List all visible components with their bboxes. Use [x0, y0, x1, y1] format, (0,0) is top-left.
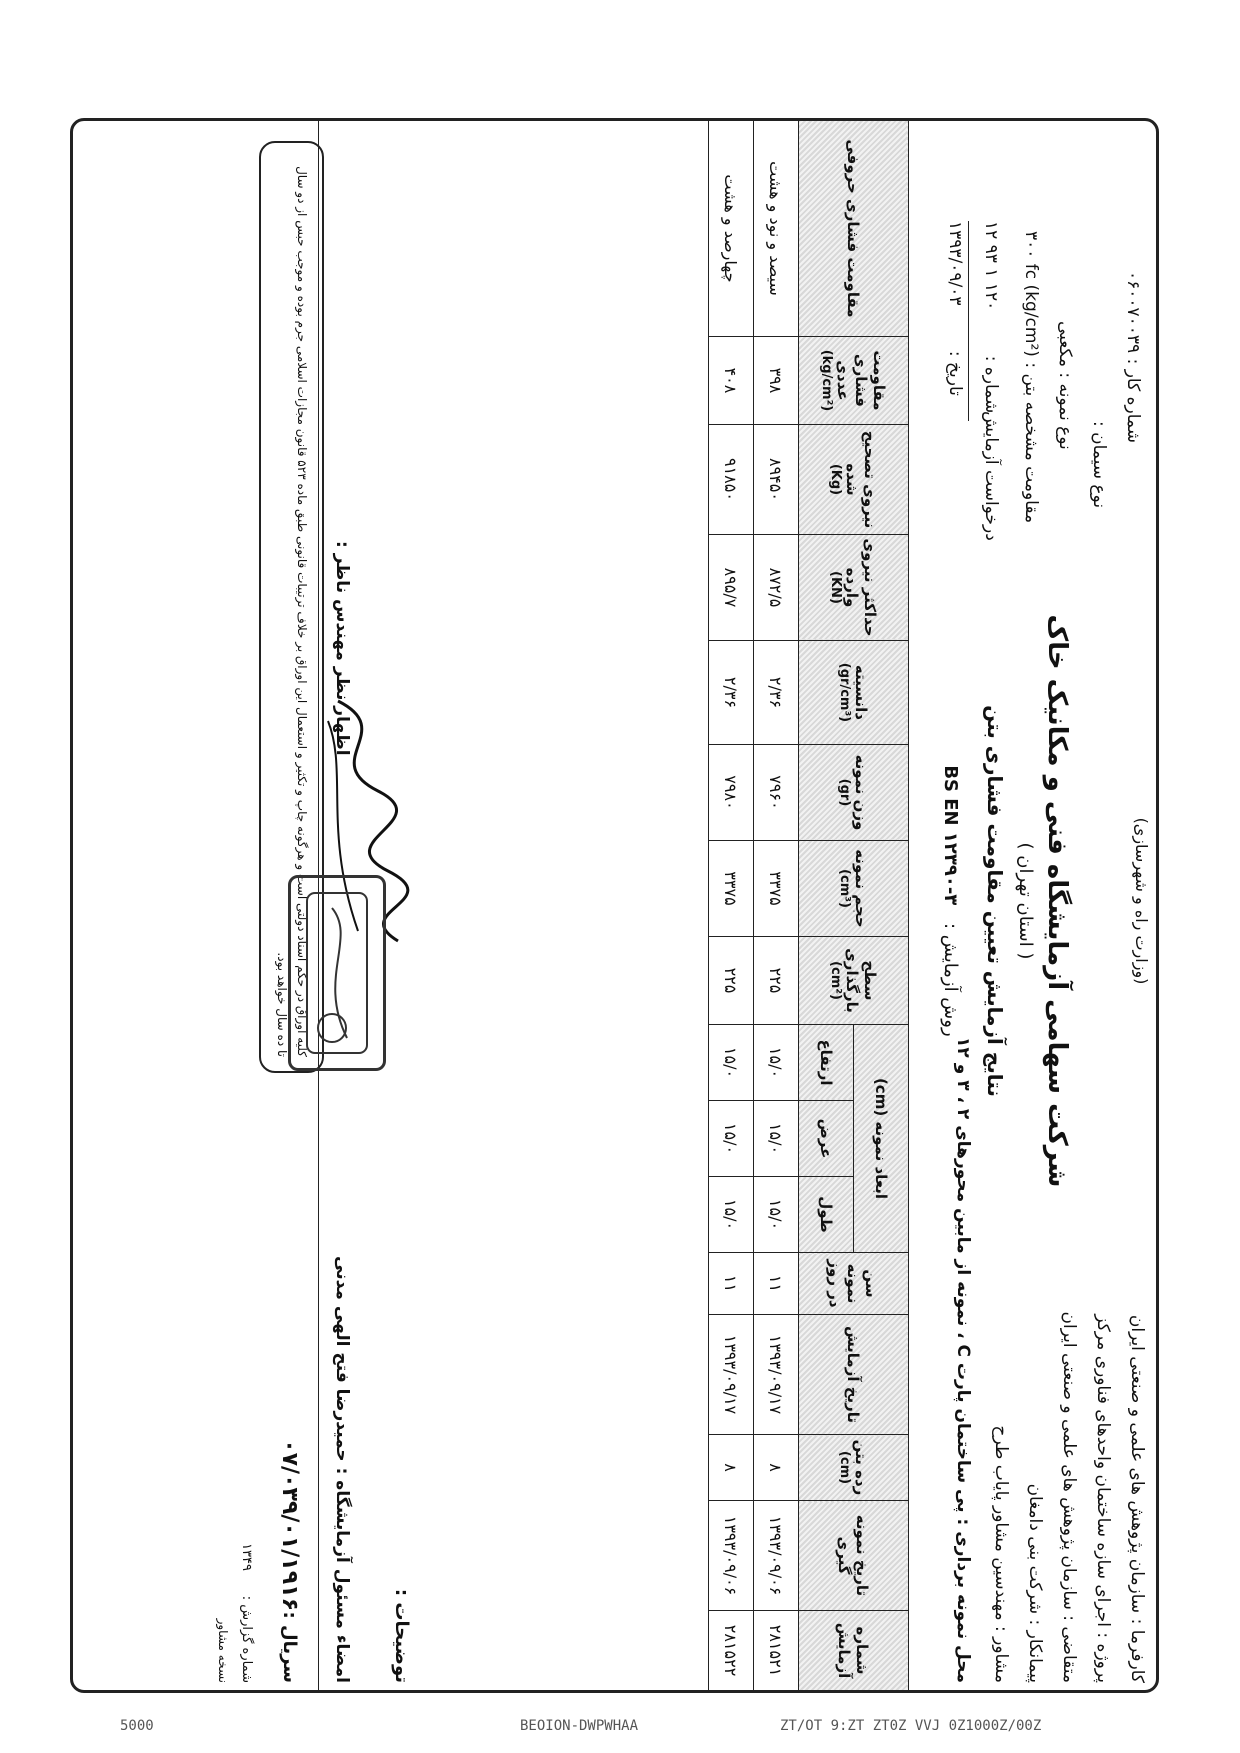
cell: ۹۱۸۵۰: [709, 424, 754, 534]
cell: ۲۲۵: [709, 936, 754, 1024]
copy-label: نسخه مشاور: [216, 1618, 230, 1683]
report-sheet: [73, 121, 1157, 1691]
fax-header-left: 5000: [120, 1718, 154, 1734]
cell: ۱۵/۰: [709, 1024, 754, 1100]
table-row: [754, 120, 799, 1690]
col-header: حجم نمونه (cm³): [799, 840, 909, 936]
lab-stamp-icon: [288, 875, 386, 1071]
col-header: نیروی تصحیح شده (Kg): [799, 424, 909, 534]
col-header: تاریخ نمونه گیری: [799, 1501, 909, 1611]
cell: ۳۳۷۵: [754, 840, 799, 936]
serial-value: ۰۷/۰۳۹/۰۱/۱۹۱۶: [277, 1439, 302, 1611]
serial-label: سریال :: [279, 1611, 300, 1683]
signature-label: امضاء مسئول آزمایشگاه : حمیدرضا فتح الهی مدنی: [332, 1256, 352, 1683]
footer-zone: [73, 121, 422, 1691]
cell: ۱۵/۰: [754, 1024, 799, 1100]
col-header: سن نمونه در روز: [799, 1253, 909, 1315]
document-title: نتایج آزمایش تعیین مقاومت فشاری بتن: [983, 705, 1007, 1097]
fax-header-right: ZT/OT 9:ZT ZT0Z VVJ 0Z1000Z/00Z: [780, 1718, 1042, 1734]
col-header: شماره آزمایش: [799, 1611, 909, 1691]
col-header: تاریخ آزمایش: [799, 1315, 909, 1435]
cell: ۲/۳۶: [754, 640, 799, 744]
cell: ۸۹۴۵۰: [754, 424, 799, 534]
cell: ۱۳۹۳/۰۹/۰۶: [709, 1501, 754, 1611]
company-name: شرکت سهامی آزمایشگاه فنی و مکانیک خاک: [1042, 614, 1072, 1188]
cell: ۸۹۵/۷: [709, 534, 754, 640]
cell: ۱۵/۰: [709, 1101, 754, 1177]
cell: ۸: [754, 1435, 799, 1501]
col-header: رده بتن (cm): [799, 1435, 909, 1501]
col-header: عرض: [799, 1101, 854, 1177]
request-underline: [968, 221, 969, 421]
cell: ۱۵/۰: [754, 1177, 799, 1253]
employer-line: کارفرما : سازمان پژوهش های علمی و صنعتی ایران: [1127, 1314, 1147, 1683]
legal-disclaimer: کلیه اوراق در حکم اسناد دولتی است و هرگونه چاپ و تکثیر و استعمال این اوراق بر خلاف ترتیبات قانونی طبق ماده ۵۲۳ قانون مجازات اسلامی جرم بوده و موجب حبس از دو سال تا ده سال خواهد بود.: [259, 141, 324, 1073]
cement-type: نوع سیمان :: [1089, 421, 1109, 509]
request-date-value: ۱۳۹۳/۰۹/۰۳: [945, 221, 965, 306]
cell: ۱۱: [709, 1253, 754, 1315]
col-header: وزن نمونه (gr): [799, 744, 909, 840]
request-label: درخواست آزمایش: [981, 411, 1001, 541]
job-number-label: شماره کار :: [1123, 358, 1143, 443]
cell: ۷۹۸۰: [709, 744, 754, 840]
consultant-line: مشاور : مهندسین مشاور پایاب طرح: [991, 1425, 1011, 1683]
cell: ۴۰۸: [709, 336, 754, 424]
cell: ۳۹۸: [754, 336, 799, 424]
col-header: دانسیته (gr/cm³): [799, 640, 909, 744]
col-header: مقاومت فشاری عددی (kg/cm²): [799, 336, 909, 424]
test-method: [940, 571, 961, 1231]
cell: ۲/۳۶: [709, 640, 754, 744]
engineer-comment-label: اظهار نظر مهندس ناظر :: [332, 541, 352, 756]
cell: ۱۳۹۳/۰۹/۰۶: [754, 1501, 799, 1611]
request-number-label: شماره :: [981, 355, 1001, 414]
sample-type: نوع نمونه : مکعبی: [1055, 321, 1075, 450]
cell: ۲۸۱۵۲۲: [709, 1611, 754, 1691]
cell: ۲۲۵: [754, 936, 799, 1024]
col-header: طول: [799, 1177, 854, 1253]
cell: چهارصد و هشت: [709, 120, 754, 336]
report-frame: [70, 118, 1159, 1693]
cell: ۷۹۶۰: [754, 744, 799, 840]
dimension-group-header: ابعاد نمونه (cm): [854, 1024, 909, 1252]
fax-header-middle: BEOION-DWPWHAA: [520, 1718, 639, 1734]
cell: ۳۳۷۵: [709, 840, 754, 936]
request-number-value: ۱۲۰ ۱ ۹۳ ۱۲: [981, 221, 1001, 311]
contractor-line: پیمانکار : شرکت بنی دامغان: [1025, 1483, 1045, 1683]
ministry-line: (وزارت راه و شهرسازی): [1132, 817, 1151, 985]
col-header: ارتفاع: [799, 1024, 854, 1100]
title-block: [940, 571, 1157, 1231]
province-line: ( استان تهران ): [1015, 842, 1036, 960]
project-line: پروژه : اجرای سازه ساختمان واحدهای فناوری مرکز: [1093, 1314, 1113, 1683]
cell: ۱۱: [754, 1253, 799, 1315]
report-number-label: شماره گزارش :: [239, 1595, 254, 1683]
test-method-value: BS EN ۱۲۳۹۰-۳: [940, 765, 961, 906]
cell: ۲۸۱۵۲۱: [754, 1611, 799, 1691]
job-number-value: ۰۶۰۰۷۰۰۳۹: [1123, 271, 1143, 354]
cell: سیصد و نود و هشت: [754, 120, 799, 336]
request-date-label: تاریخ :: [945, 350, 965, 396]
cell: ۱۳۹۳/۰۹/۱۷: [754, 1315, 799, 1435]
cell: ۱۵/۰: [754, 1101, 799, 1177]
report-number-value: ۱۳۴۹: [239, 1543, 254, 1571]
table-row: [709, 120, 754, 1690]
cell: ۱۳۹۳/۰۹/۱۷: [709, 1315, 754, 1435]
cell: ۱۵/۰: [709, 1177, 754, 1253]
job-number: [1123, 271, 1143, 443]
col-header: حداکثر نیروی وارده (KN): [799, 534, 909, 640]
request-number: [981, 221, 1001, 413]
cell: ۸۷۲/۵: [754, 534, 799, 640]
notes-label: توضیحات :: [391, 1588, 412, 1683]
request-date: [945, 221, 965, 396]
applicant-line: متقاضی : سازمان پژوهش های علمی و صنعتی ایران: [1059, 1311, 1079, 1683]
test-method-label: روش آزمایش :: [940, 923, 961, 1037]
col-header: مقاومت فشاری حروفی: [799, 120, 909, 336]
table-header-group-row: [854, 120, 909, 1690]
sampling-location-line: محل نمونه برداری : پی ساختمان پارت C ، نمونه از مابین محورهای ۲ ، ۳ و ۱۲: [953, 1037, 973, 1683]
strength-spec: مقاومت مشخصه بتن : (kg/cm²) ۳۰۰ fc: [1021, 231, 1041, 524]
col-header: سطح بارگذاری (cm²): [799, 936, 909, 1024]
cell: ۸: [709, 1435, 754, 1501]
